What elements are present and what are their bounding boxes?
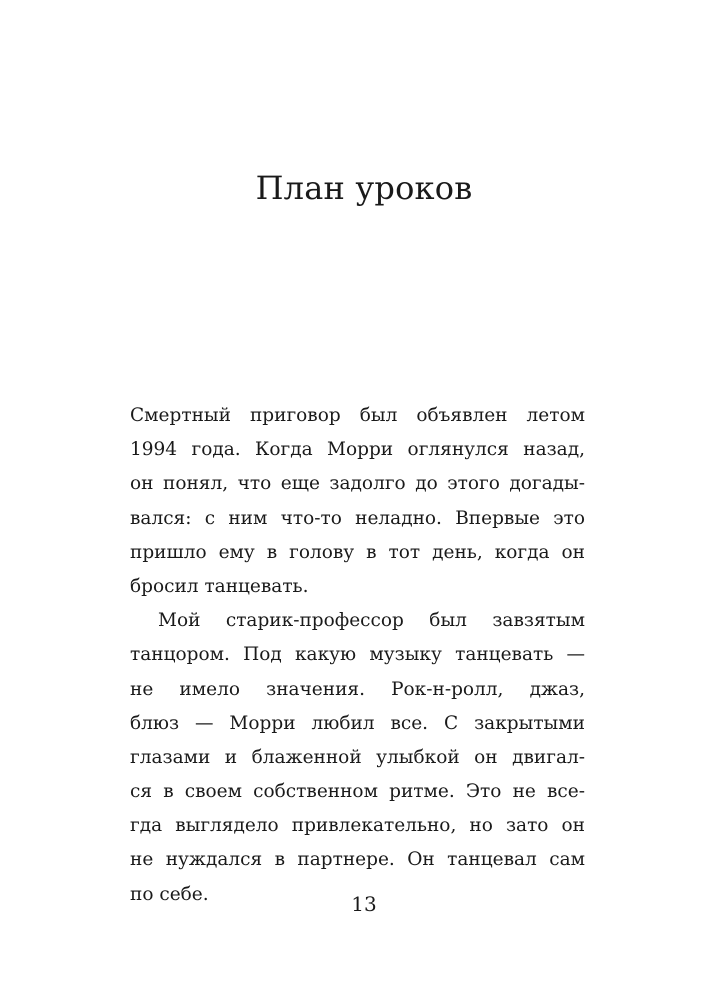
- paragraph-2-line-3: не имело значения. Рок-н-ролл, джаз,: [130, 678, 585, 700]
- paragraph-2-line-4: блюз — Морри любил все. С закрытыми: [130, 712, 585, 734]
- paragraph-2-line-9: по себе.: [130, 883, 209, 905]
- paragraph-2-line-7: гда выглядело привлекательно, но зато он: [130, 815, 585, 837]
- paragraph-1-line-1: Смертный приговор был объявлен летом: [130, 405, 585, 426]
- paragraph-1-line-4: вался: с ним что-то неладно. Впервые это: [130, 507, 585, 529]
- paragraph-1-line-3: он понял, что еще задолго до этого догады-: [130, 473, 585, 495]
- body-text: [130, 399, 585, 912]
- page-number: 13: [351, 892, 377, 916]
- paragraph-2-line-5: глазами и блаженной улыбкой он двигал-: [130, 746, 585, 768]
- paragraph-2-line-6: ся в своем собственном ритме. Это не все-: [130, 781, 585, 803]
- paragraph-1-line-5: пришло ему в голову в тот день, когда он: [130, 541, 585, 563]
- paragraph-2-line-2: танцором. Под какую музыку танцевать —: [130, 644, 585, 666]
- paragraph-1-line-6: бросил танцевать.: [130, 575, 309, 597]
- chapter-title: План уроков: [255, 169, 473, 207]
- paragraph-2-line-1: Мой старик-профессор был завзятым: [158, 610, 585, 632]
- paragraph-2-line-8: не нуждался в партнере. Он танцевал сам: [130, 849, 585, 871]
- paragraph-1-line-2: 1994 года. Когда Морри оглянулся назад,: [130, 439, 585, 461]
